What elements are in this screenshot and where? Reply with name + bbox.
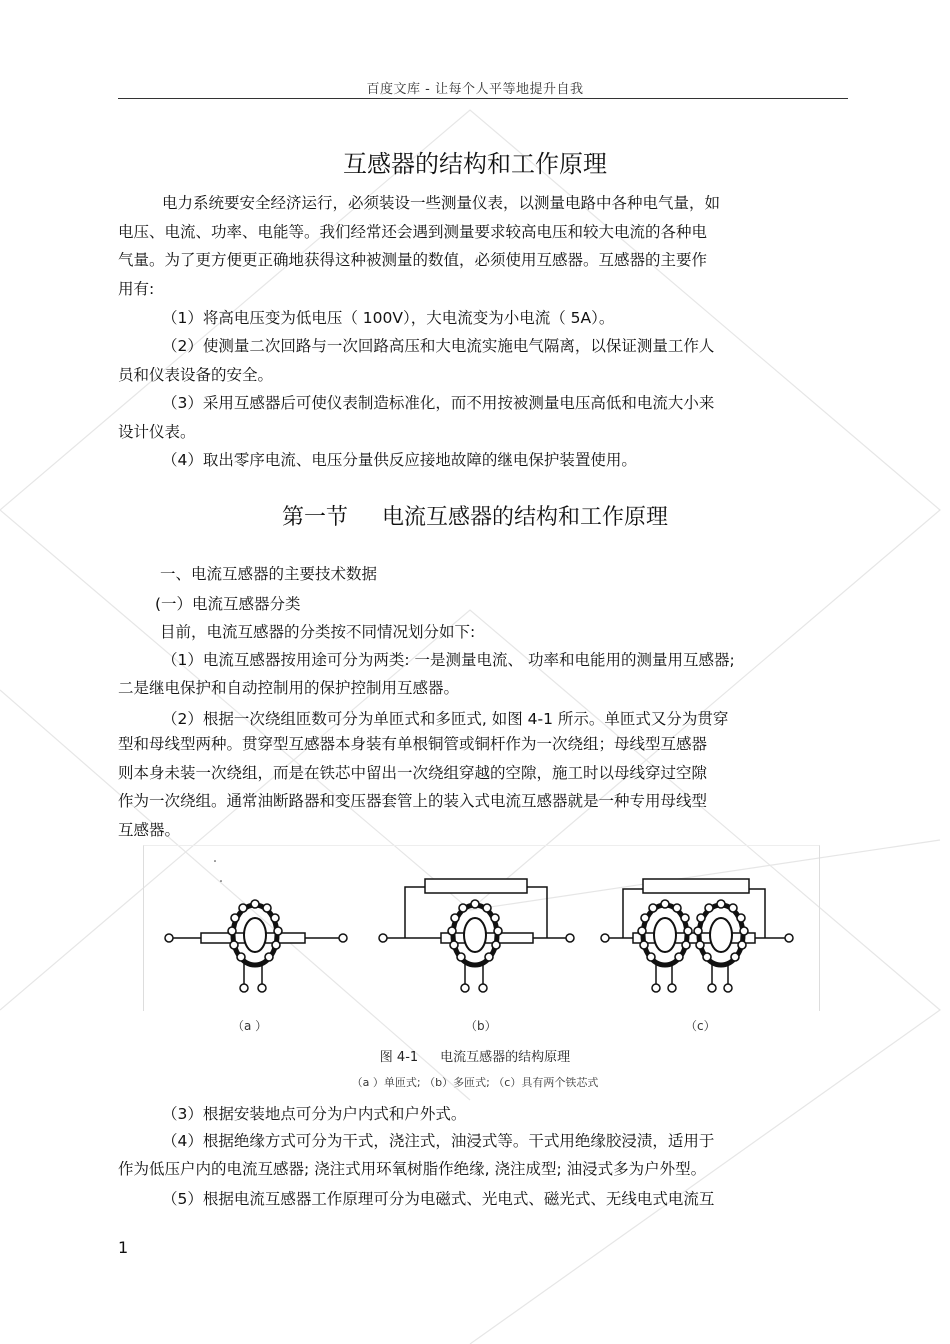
figure-label-c: （c） [685, 1019, 716, 1033]
classify-line: 型和母线型两种。贯穿型互感器本身装有单根铜管或铜杆作为一次绕组；母线型互感器 [118, 735, 708, 753]
function-item: 设计仪表。 [118, 423, 196, 441]
diagram-c [601, 879, 793, 992]
classify-line: （3）根据安装地点可分为户内式和户外式。 [162, 1105, 467, 1123]
classify-line: 作为低压户内的电流互感器; 浇注式用环氧树脂作绝缘, 浇注成型; 油浸式多为户外型。 [118, 1160, 707, 1178]
function-item: 员和仪表设备的安全。 [118, 366, 274, 384]
classify-line: （4）根据绝缘方式可分为干式，浇注式，油浸式等。干式用绝缘胶浸渍，适用于 [162, 1132, 715, 1150]
page-number: 1 [118, 1238, 129, 1257]
section-heading [0, 500, 950, 531]
diagram-b [379, 879, 574, 992]
classify-line: （2）根据一次绕组匝数可分为单匝式和多匝式, 如图 4-1 所示。单匝式又分为贯穿 [162, 710, 729, 728]
classify-line: 目前，电流互感器的分类按不同情况划分如下: [160, 623, 476, 641]
classify-line: 二是继电保护和自动控制用的保护控制用互感器。 [118, 679, 460, 697]
intro-line: 气量。为了更方便更正确地获得这种被测量的数值，必须使用互感器。互感器的主要作 [118, 251, 708, 269]
section-number: 第一节 [281, 505, 348, 530]
classify-line: （5）根据电流互感器工作原理可分为电磁式、光电式、磁光式、无线电式电流互 [162, 1190, 715, 1208]
subheading-1: 一、电流互感器的主要技术数据 [160, 565, 378, 583]
intro-line: 用有: [118, 280, 155, 298]
figure-caption-text: 电流互感器的结构原理 [440, 1050, 571, 1065]
figure-caption [0, 1046, 950, 1065]
figure-subcaption: （a ）单匝式; （b）多匝式; （c）具有两个铁芯式 [351, 1076, 599, 1089]
classify-line: 则本身未装一次绕组，而是在铁芯中留出一次绕组穿越的空隙，施工时以母线穿过空隙 [118, 764, 708, 782]
figure-label-b: （b） [465, 1019, 497, 1033]
function-item: （4）取出零序电流、电压分量供反应接地故障的继电保护装置使用。 [162, 451, 637, 469]
current-transformer-diagram [143, 845, 818, 1010]
function-item: （3）采用互感器后可使仪表制造标准化，而不用按被测量电压高低和电流大小来 [162, 394, 715, 412]
classify-line: 作为一次绕组。通常油断路器和变压器套管上的装入式电流互感器就是一种专用母线型 [118, 792, 708, 810]
function-item: （1）将高电压变为低电压（ 100V），大电流变为小电流（ 5A）。 [162, 309, 615, 327]
function-item: （2）使测量二次回路与一次回路高压和大电流实施电气隔离，以保证测量工作人 [162, 337, 715, 355]
figure-number: 图 4-1 [379, 1050, 419, 1065]
intro-line: 电压、电流、功率、电能等。我们经常还会遇到测量要求较高电压和较大电流的各种电 [118, 223, 708, 241]
subheading-2: (一）电流互感器分类 [155, 595, 301, 613]
page-header: 百度文库 - 让每个人平等地提升自我 [366, 82, 584, 97]
header-divider [118, 98, 848, 99]
diagram-a [165, 860, 347, 992]
document-title: 互感器的结构和工作原理 [343, 150, 607, 178]
figure-label-a: （a ） [232, 1019, 268, 1033]
section-title-text: 电流互感器的结构和工作原理 [382, 505, 669, 530]
intro-line: 电力系统要安全经济运行，必须装设一些测量仪表，以测量电路中各种电气量，如 [162, 194, 721, 212]
classify-line: 互感器。 [118, 821, 181, 839]
classify-line: （1）电流互感器按用途可分为两类: 一是测量电流、 功率和电能用的测量用互感器; [162, 651, 735, 669]
